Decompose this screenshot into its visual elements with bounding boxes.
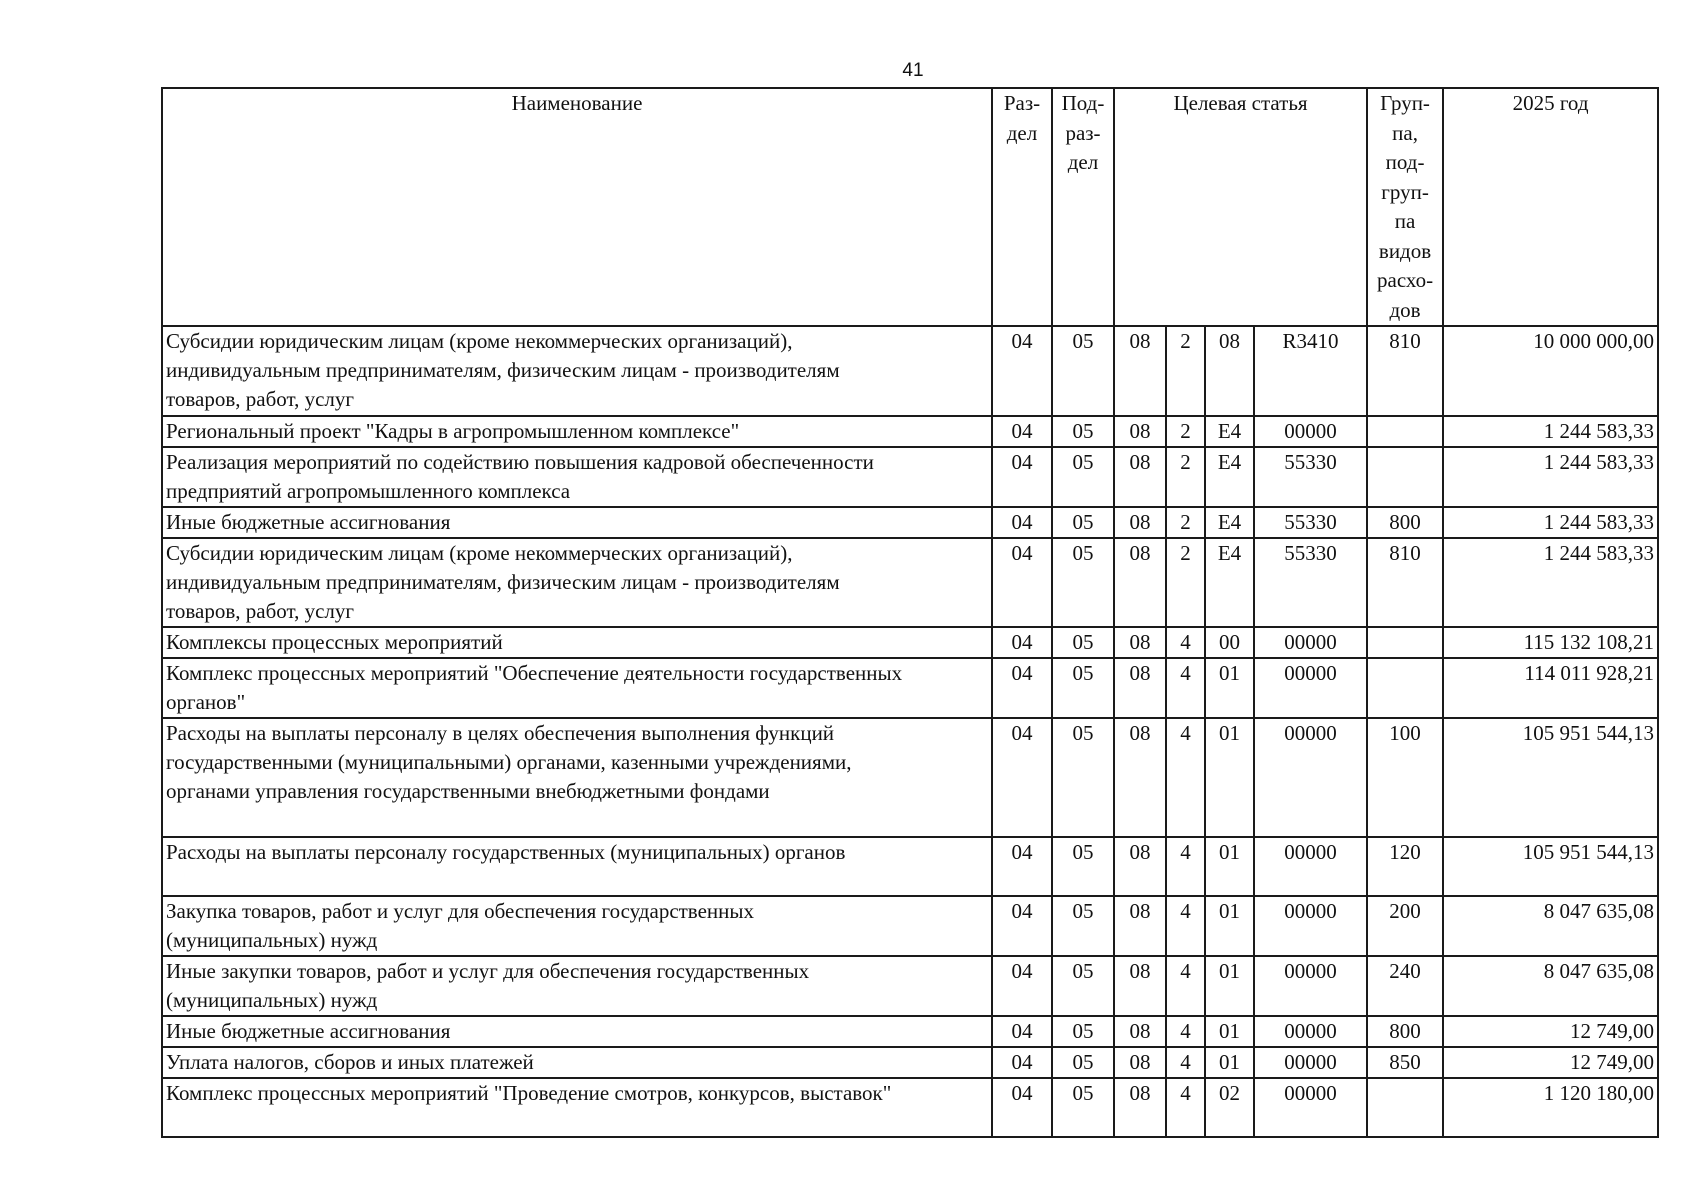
row-amount: 12 749,00 [1443, 1047, 1658, 1078]
row-subsection: 05 [1052, 326, 1114, 416]
row-target-code: 00000 [1254, 896, 1367, 956]
row-target-subprogram: 4 [1166, 718, 1205, 837]
row-amount: 105 951 544,13 [1443, 718, 1658, 837]
row-target-direction: 01 [1205, 718, 1254, 837]
row-section: 04 [992, 627, 1052, 658]
row-name: Закупка товаров, работ и услуг для обеспечения государственных (муниципальных) нужд [162, 896, 992, 956]
row-amount: 114 011 928,21 [1443, 658, 1658, 718]
header-row [162, 88, 1658, 326]
row-section: 04 [992, 896, 1052, 956]
row-target-code: 00000 [1254, 718, 1367, 837]
header-year: 2025 год [1443, 88, 1658, 326]
row-subsection: 05 [1052, 896, 1114, 956]
row-section: 04 [992, 538, 1052, 627]
row-target-direction: 02 [1205, 1078, 1254, 1137]
row-target-program: 08 [1114, 718, 1166, 837]
row-name: Иные бюджетные ассигнования [162, 1016, 992, 1047]
row-expense-group: 810 [1367, 326, 1443, 416]
row-expense-group: 120 [1367, 837, 1443, 896]
row-name: Иные бюджетные ассигнования [162, 507, 992, 538]
table-row [162, 1016, 1658, 1047]
budget-table [161, 87, 1659, 1138]
row-target-subprogram: 4 [1166, 1016, 1205, 1047]
row-subsection: 05 [1052, 627, 1114, 658]
row-expense-group [1367, 627, 1443, 658]
row-subsection: 05 [1052, 658, 1114, 718]
row-expense-group: 800 [1367, 507, 1443, 538]
header-section: Раз- дел [992, 88, 1052, 326]
row-expense-group [1367, 1078, 1443, 1137]
row-name: Субсидии юридическим лицам (кроме некоммерческих организаций), индивидуальным предпринимателям, физическим лицам - производителям товаров, работ, услуг [162, 538, 992, 627]
header-target-article: Целевая статья [1114, 88, 1367, 326]
row-target-program: 08 [1114, 956, 1166, 1016]
row-subsection: 05 [1052, 507, 1114, 538]
row-amount: 10 000 000,00 [1443, 326, 1658, 416]
row-section: 04 [992, 447, 1052, 507]
row-target-direction: 01 [1205, 1016, 1254, 1047]
row-expense-group [1367, 658, 1443, 718]
row-expense-group [1367, 447, 1443, 507]
table-row [162, 956, 1658, 1016]
row-target-program: 08 [1114, 326, 1166, 416]
row-name: Субсидии юридическим лицам (кроме некоммерческих организаций), индивидуальным предпринимателям, физическим лицам - производителям товаров, работ, услуг [162, 326, 992, 416]
row-subsection: 05 [1052, 718, 1114, 837]
row-target-subprogram: 2 [1166, 326, 1205, 416]
row-target-subprogram: 4 [1166, 896, 1205, 956]
row-amount: 1 244 583,33 [1443, 538, 1658, 627]
row-target-direction: Е4 [1205, 507, 1254, 538]
table-row [162, 507, 1658, 538]
row-target-program: 08 [1114, 658, 1166, 718]
row-target-direction: Е4 [1205, 416, 1254, 447]
row-target-direction: Е4 [1205, 447, 1254, 507]
row-section: 04 [992, 416, 1052, 447]
row-target-direction: 01 [1205, 956, 1254, 1016]
row-target-subprogram: 4 [1166, 837, 1205, 896]
row-name: Расходы на выплаты персоналу государственных (муниципальных) органов [162, 837, 992, 896]
row-amount: 105 951 544,13 [1443, 837, 1658, 896]
row-target-subprogram: 4 [1166, 627, 1205, 658]
row-subsection: 05 [1052, 1047, 1114, 1078]
row-subsection: 05 [1052, 837, 1114, 896]
row-name: Комплекс процессных мероприятий "Обеспечение деятельности государственных органов" [162, 658, 992, 718]
row-expense-group: 240 [1367, 956, 1443, 1016]
row-section: 04 [992, 658, 1052, 718]
row-target-code: 00000 [1254, 658, 1367, 718]
row-amount: 1 244 583,33 [1443, 447, 1658, 507]
row-section: 04 [992, 837, 1052, 896]
row-target-subprogram: 4 [1166, 1047, 1205, 1078]
row-amount: 115 132 108,21 [1443, 627, 1658, 658]
row-subsection: 05 [1052, 416, 1114, 447]
row-target-direction: 01 [1205, 658, 1254, 718]
row-name: Региональный проект "Кадры в агропромышленном комплексе" [162, 416, 992, 447]
table-row [162, 658, 1658, 718]
row-target-code: 55330 [1254, 447, 1367, 507]
row-section: 04 [992, 1016, 1052, 1047]
table-row [162, 896, 1658, 956]
row-name: Уплата налогов, сборов и иных платежей [162, 1047, 992, 1078]
table-row [162, 837, 1658, 896]
row-amount: 12 749,00 [1443, 1016, 1658, 1047]
row-target-program: 08 [1114, 447, 1166, 507]
row-subsection: 05 [1052, 538, 1114, 627]
table-row [162, 447, 1658, 507]
row-target-program: 08 [1114, 627, 1166, 658]
row-target-program: 08 [1114, 538, 1166, 627]
row-section: 04 [992, 1047, 1052, 1078]
row-section: 04 [992, 326, 1052, 416]
table-row [162, 718, 1658, 837]
row-target-program: 08 [1114, 507, 1166, 538]
row-expense-group: 200 [1367, 896, 1443, 956]
row-name: Комплекс процессных мероприятий "Проведение смотров, конкурсов, выставок" [162, 1078, 992, 1137]
row-name: Расходы на выплаты персоналу в целях обеспечения выполнения функций государственными (муниципальными) органами, казенными учреждениями, органами управления государственными внебюджетными фондами [162, 718, 992, 837]
row-name: Иные закупки товаров, работ и услуг для обеспечения государственных (муниципальных) нужд [162, 956, 992, 1016]
row-target-subprogram: 4 [1166, 1078, 1205, 1137]
row-expense-group [1367, 416, 1443, 447]
row-target-code: 00000 [1254, 1016, 1367, 1047]
row-target-code: 55330 [1254, 538, 1367, 627]
page-number: 41 [902, 60, 924, 81]
row-expense-group: 850 [1367, 1047, 1443, 1078]
row-target-program: 08 [1114, 896, 1166, 956]
table-row [162, 1078, 1658, 1137]
row-target-code: R3410 [1254, 326, 1367, 416]
row-section: 04 [992, 507, 1052, 538]
row-amount: 1 120 180,00 [1443, 1078, 1658, 1137]
row-amount: 8 047 635,08 [1443, 956, 1658, 1016]
row-subsection: 05 [1052, 1078, 1114, 1137]
row-target-direction: 01 [1205, 837, 1254, 896]
row-target-code: 55330 [1254, 507, 1367, 538]
table-row [162, 538, 1658, 627]
row-target-program: 08 [1114, 1078, 1166, 1137]
row-target-code: 00000 [1254, 627, 1367, 658]
row-target-program: 08 [1114, 1047, 1166, 1078]
row-target-direction: Е4 [1205, 538, 1254, 627]
row-target-program: 08 [1114, 837, 1166, 896]
row-amount: 1 244 583,33 [1443, 507, 1658, 538]
header-expense-group: Груп- па, под- груп- па видов расхо- дов [1367, 88, 1443, 326]
row-target-code: 00000 [1254, 416, 1367, 447]
row-subsection: 05 [1052, 447, 1114, 507]
row-name: Комплексы процессных мероприятий [162, 627, 992, 658]
row-section: 04 [992, 718, 1052, 837]
table-row [162, 326, 1658, 416]
row-target-subprogram: 2 [1166, 538, 1205, 627]
row-expense-group: 810 [1367, 538, 1443, 627]
row-target-program: 08 [1114, 1016, 1166, 1047]
table-row [162, 416, 1658, 447]
row-target-code: 00000 [1254, 956, 1367, 1016]
row-amount: 1 244 583,33 [1443, 416, 1658, 447]
row-target-direction: 01 [1205, 896, 1254, 956]
row-name: Реализация мероприятий по содействию повышения кадровой обеспеченности предприятий агропромышленного комплекса [162, 447, 992, 507]
row-target-direction: 00 [1205, 627, 1254, 658]
row-target-subprogram: 4 [1166, 658, 1205, 718]
row-target-direction: 08 [1205, 326, 1254, 416]
row-target-code: 00000 [1254, 837, 1367, 896]
row-expense-group: 100 [1367, 718, 1443, 837]
row-subsection: 05 [1052, 1016, 1114, 1047]
row-target-subprogram: 2 [1166, 447, 1205, 507]
header-name: Наименование [162, 88, 992, 326]
row-target-code: 00000 [1254, 1047, 1367, 1078]
row-target-subprogram: 2 [1166, 507, 1205, 538]
row-subsection: 05 [1052, 956, 1114, 1016]
row-amount: 8 047 635,08 [1443, 896, 1658, 956]
table-row [162, 1047, 1658, 1078]
row-section: 04 [992, 956, 1052, 1016]
row-target-code: 00000 [1254, 1078, 1367, 1137]
row-target-subprogram: 4 [1166, 956, 1205, 1016]
header-subsection: Под- раз- дел [1052, 88, 1114, 326]
row-section: 04 [992, 1078, 1052, 1137]
row-target-program: 08 [1114, 416, 1166, 447]
row-expense-group: 800 [1367, 1016, 1443, 1047]
table-row [162, 627, 1658, 658]
row-target-direction: 01 [1205, 1047, 1254, 1078]
row-target-subprogram: 2 [1166, 416, 1205, 447]
